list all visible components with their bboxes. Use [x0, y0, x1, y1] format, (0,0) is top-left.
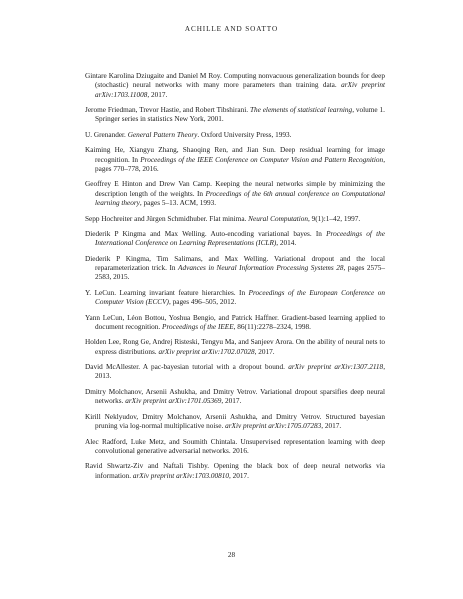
reference-details: , 2013.	[95, 363, 385, 381]
reference-details: , 2014.	[276, 239, 297, 248]
reference-text: Kirill Neklyudov, Dmitry Molchanov, Arsenii Ashukha, and Dmitry Vetrov. Structured bayesian pruning via log-normal multiplicative noise.	[85, 412, 385, 431]
reference-text: Dmitry Molchanov, Arsenii Ashukha, and Dmitry Vetrov. Variational dropout sparsifies deep neural networks.	[85, 387, 385, 406]
reference-details: , volume 1. Springer series in statistics New York, 2001.	[95, 106, 385, 124]
reference-entry	[85, 131, 385, 140]
reference-venue: Advances in Neural Information Processing Systems 28	[178, 264, 344, 273]
reference-entry	[85, 363, 385, 382]
reference-entry	[85, 230, 385, 249]
reference-venue: arXiv preprint arXiv:1701.05369	[125, 397, 222, 406]
reference-text: Kaiming He, Xiangyu Zhang, Shaoqing Ren, and Jian Sun. Deep residual learning for image recognition. In	[85, 146, 385, 164]
reference-text: Jerome Friedman, Trevor Hastie, and Robert Tibshirani.	[85, 106, 250, 115]
reference-text: Holden Lee, Rong Ge, Andrej Risteski, Tengyu Ma, and Sanjeev Arora. On the ability of neural nets to express distributions.	[85, 338, 385, 356]
reference-venue: arXiv preprint arXiv:1703.00810	[132, 471, 230, 480]
reference-venue: Proceedings of the 6th annual conference on Computational learning theory	[95, 189, 386, 208]
reference-venue: The elements of statistical learning	[249, 106, 353, 115]
reference-text: Alec Radford, Luke Metz, and Soumith Chintala. Unsupervised representation learning with deep convolutional generative adversarial networks. 2016.	[85, 437, 385, 455]
reference-text: Geoffrey E Hinton and Drew Van Camp. Keeping the neural networks simple by minimizing the description length of the weights. In	[85, 180, 385, 198]
reference-text: Gintare Karolina Dziugaite and Daniel M Roy. Computing nonvacuous generalization bounds for deep (stochastic) neural networks with many more parameters than training data.	[85, 72, 385, 90]
reference-entry	[85, 72, 385, 100]
reference-list	[85, 72, 385, 487]
reference-entry	[85, 438, 385, 457]
reference-details: , pages 2575–2583, 2015.	[95, 264, 385, 282]
reference-entry	[85, 146, 385, 174]
reference-entry	[85, 314, 385, 333]
reference-venue: arXiv preprint arXiv:1702.07028	[158, 347, 255, 356]
reference-entry	[85, 338, 385, 357]
reference-text: U. Grenander.	[85, 130, 128, 139]
reference-text: Ravid Shwartz-Ziv and Naftali Tishby. Opening the black box of deep neural networks via information.	[85, 462, 385, 480]
reference-entry	[85, 413, 385, 432]
reference-text: David McAllester. A pac-bayesian tutorial with a dropout bound.	[85, 363, 289, 372]
reference-venue: Proceedings of the IEEE Conference on Computer Vision and Pattern Recognition	[140, 155, 384, 164]
reference-venue: Proceedings of the International Conference on Learning Representations (ICLR)	[95, 229, 385, 248]
reference-details: , 86(11):2278–2324, 1998.	[233, 322, 311, 331]
running-title: ACHILLE AND SOATTO	[184, 25, 279, 33]
reference-venue: Proceedings of the IEEE	[162, 322, 234, 331]
reference-entry	[85, 462, 385, 481]
reference-entry	[85, 289, 385, 308]
reference-entry	[85, 106, 385, 125]
reference-details: , pages 496–505, 2012.	[168, 298, 237, 307]
reference-text: Sepp Hochreiter and Jürgen Schmidhuber. Flat minima.	[85, 214, 249, 223]
reference-venue: arXiv preprint arXiv:1307.2118	[288, 363, 384, 372]
reference-details: , 2017.	[254, 347, 275, 356]
reference-details: , 2017.	[147, 90, 168, 99]
reference-text: Diederik P Kingma, Tim Salimans, and Max Welling. Variational dropout and the local reparameterization trick. In	[85, 254, 385, 273]
reference-text: Yann LeCun, Léon Bottou, Yoshua Bengio, and Patrick Haffner. Gradient-based learning applied to document recognition.	[85, 313, 385, 331]
reference-text: Diederik P Kingma and Max Welling. Auto-encoding variational bayes. In	[85, 229, 327, 238]
reference-text: Y. LeCun. Learning invariant feature hierarchies. In	[85, 288, 249, 297]
reference-details: , 2017.	[221, 397, 242, 406]
reference-details: . Oxford University Press, 1993.	[197, 130, 292, 139]
reference-entry	[85, 255, 385, 283]
reference-entry	[85, 215, 385, 224]
reference-details: , 9(1):1–42, 1997.	[308, 214, 361, 223]
reference-details: , pages 770–778, 2016.	[95, 155, 385, 173]
reference-details: , pages 5–13. ACM, 1993.	[139, 199, 217, 208]
page-number: 28	[227, 551, 236, 559]
reference-venue: General Pattern Theory	[127, 130, 198, 139]
reference-details: , 2017.	[321, 422, 342, 431]
reference-entry	[85, 180, 385, 208]
reference-venue: Proceedings of the European Conference on Computer Vision (ECCV)	[95, 288, 385, 307]
reference-entry	[85, 388, 385, 407]
reference-venue: arXiv preprint arXiv:1705.07283	[225, 422, 322, 431]
reference-venue: arXiv preprint arXiv:1703.11008	[95, 81, 385, 99]
reference-venue: Neural Computation	[248, 214, 308, 223]
reference-details: , 2017.	[229, 471, 249, 480]
